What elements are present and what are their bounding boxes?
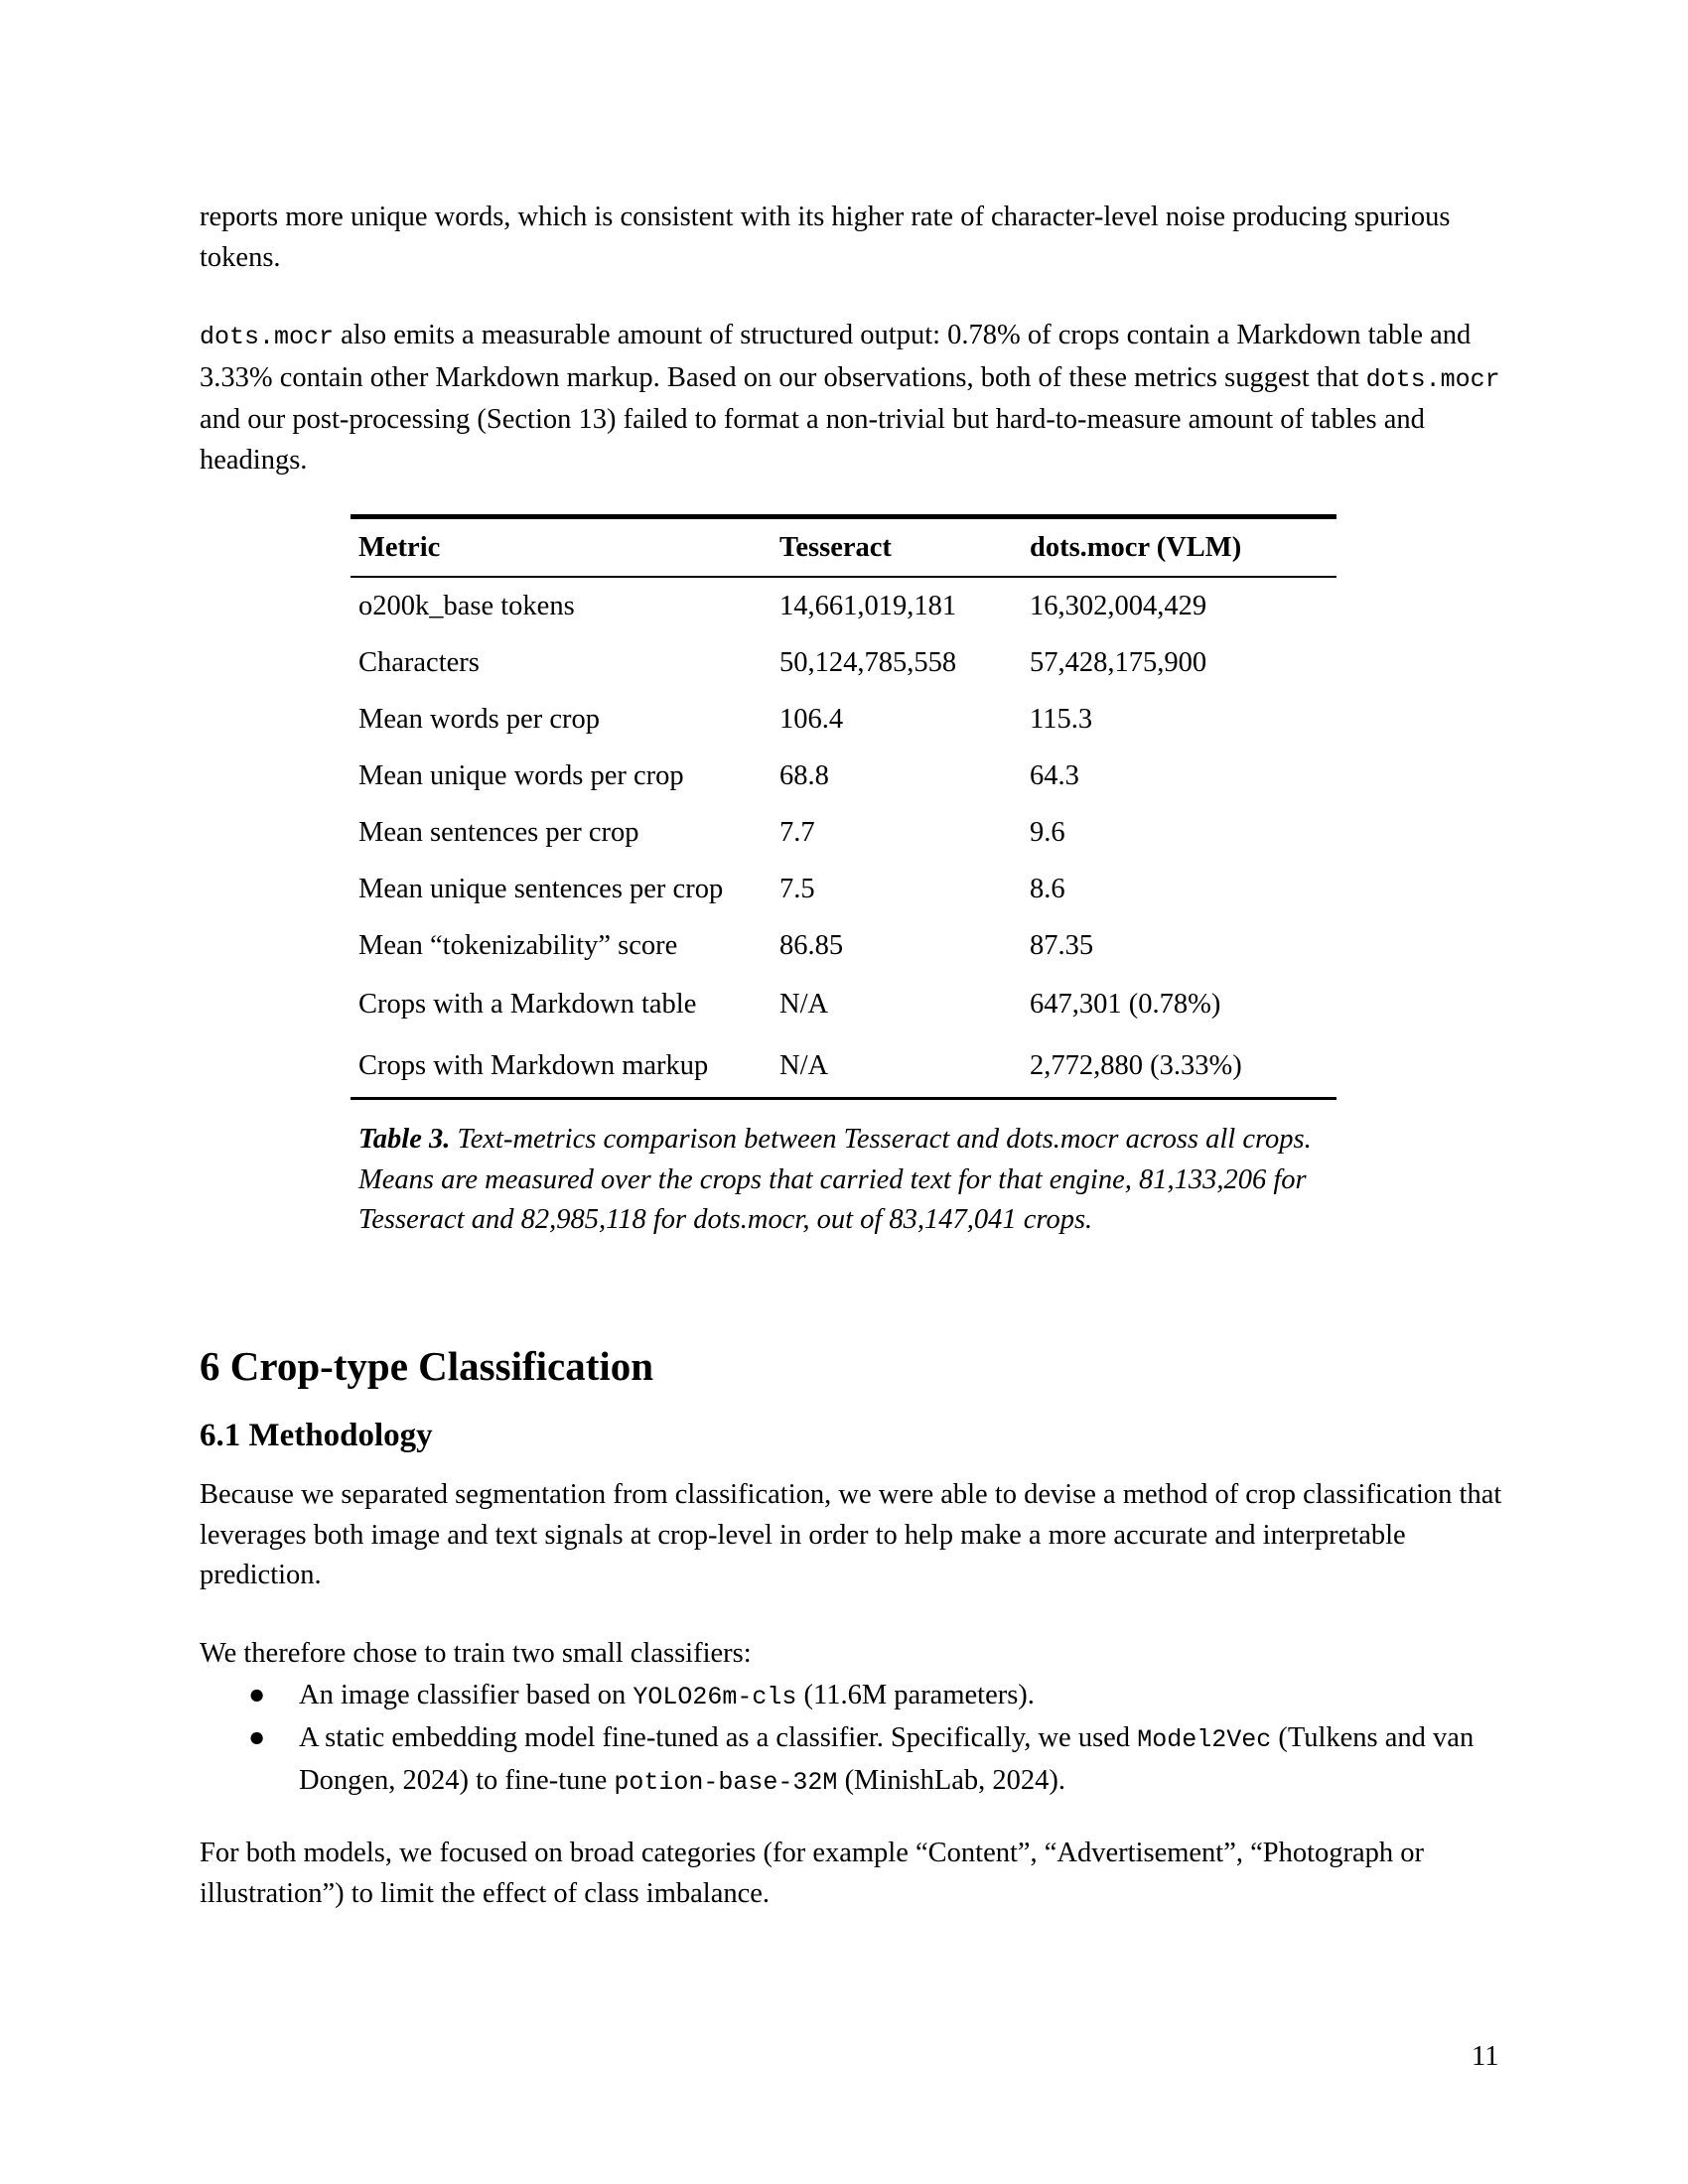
- table-cell: N/A: [772, 1035, 1022, 1099]
- text-run: An image classifier based on: [299, 1680, 633, 1710]
- table-cell: N/A: [779, 989, 829, 1020]
- section-heading: 6 Crop-type Classification: [200, 1343, 654, 1389]
- table-row: [351, 804, 1336, 861]
- column-header: dots.mocr (VLM): [1022, 517, 1336, 578]
- table-cell: 14,661,019,181: [779, 590, 957, 621]
- text-run: A static embedding model fine-tuned as a classifier. Specifically, we used: [299, 1722, 1138, 1753]
- classifier-list: [200, 1675, 1510, 1803]
- inline-code: Model2Vec: [1137, 1725, 1272, 1754]
- bullet-icon: ●: [248, 1722, 266, 1753]
- text-run: (MinishLab, 2024).: [837, 1765, 1065, 1796]
- table-cell: 8.6: [1030, 873, 1065, 904]
- table-row: [351, 634, 1336, 691]
- table-cell: 16,302,004,429: [1030, 590, 1207, 621]
- text-run: (11.6M parameters).: [796, 1680, 1035, 1710]
- table-cell: Mean words per crop: [358, 703, 600, 735]
- metrics-table: [351, 514, 1336, 1100]
- table-caption: [358, 1120, 1312, 1241]
- table-cell: Crops with a Markdown table: [358, 989, 697, 1020]
- intro-paragraph-2: [200, 316, 1510, 480]
- list-item: [200, 1717, 1510, 1803]
- table-cell: Mean unique sentences per crop: [358, 873, 724, 904]
- methodology-paragraph-2: We therefore chose to train two small classifiers:: [200, 1638, 752, 1669]
- table-cell: Characters: [358, 646, 480, 678]
- table-cell: 86.85: [779, 929, 844, 961]
- table-row: [351, 974, 1336, 1035]
- table-cell: 7.7: [779, 816, 815, 848]
- table-cell: 57,428,175,900: [1030, 646, 1207, 678]
- table-cell: 106.4: [779, 703, 844, 735]
- column-header: Tesseract: [772, 517, 1022, 578]
- inline-code: YOLO26m-cls: [633, 1683, 797, 1711]
- table-cell: Mean sentences per crop: [358, 816, 639, 848]
- table-row: [351, 861, 1336, 917]
- page-number: 11: [1472, 2041, 1499, 2072]
- table-row: [351, 577, 1336, 634]
- inline-code: dots.mocr: [1365, 364, 1500, 394]
- table-row: [351, 917, 1336, 974]
- table-cell: Mean unique words per crop: [358, 759, 684, 791]
- table-header-row: [351, 517, 1336, 578]
- inline-code: dots.mocr: [200, 323, 335, 351]
- table-row: [351, 1035, 1336, 1099]
- table-cell: 68.8: [779, 759, 829, 791]
- table-cell: 647,301 (0.78%): [1030, 989, 1221, 1020]
- subsection-heading: 6.1 Methodology: [200, 1418, 433, 1453]
- intro-paragraph-1: reports more unique words, which is consistent with its higher rate of character-level noise producing spurious tokens.: [200, 202, 1451, 273]
- caption-label: Table 3.: [358, 1124, 451, 1155]
- bullet-icon: ●: [248, 1680, 266, 1710]
- caption-text: Text-metrics comparison between Tesseract and dots.mocr across all crops. Means are measured over the crops that carried text for that engine, 81,133,206 for Tesseract and 82,985,118 for dots.mocr, out of 83,147,041 crops.: [358, 1124, 1312, 1235]
- table-row: [351, 691, 1336, 748]
- text-run: and our post-processing (Section 13) failed to format a non-trivial but hard-to-measure amount of tables and headings.: [200, 404, 1425, 476]
- text-run: (Tulkens and van Dongen, 2024) to fine-tune: [299, 1722, 1475, 1796]
- table-cell: 50,124,785,558: [779, 646, 957, 678]
- list-item: [200, 1675, 1510, 1717]
- table-cell: 87.35: [1030, 929, 1094, 961]
- table-cell: Crops with Markdown markup: [351, 1035, 772, 1099]
- methodology-paragraph-3: For both models, we focused on broad categories (for example “Content”, “Advertisement”, “Photograph or illustration”) to limit the effect of class imbalance.: [200, 1838, 1425, 1909]
- table-cell: 64.3: [1030, 759, 1079, 791]
- metrics-table-container: [351, 514, 1336, 1100]
- inline-code: potion-base-32M: [614, 1768, 838, 1797]
- text-run: also emits a measurable amount of structured output: 0.78% of crops contain a Markdown table and 3.33% contain other Markdown markup. Based on our observations, both of these metrics suggest that: [200, 320, 1472, 393]
- table-cell: 7.5: [779, 873, 815, 904]
- table-cell: Mean “tokenizability” score: [358, 929, 678, 961]
- table-row: [351, 748, 1336, 804]
- table-cell: 9.6: [1030, 816, 1065, 848]
- column-header: Metric: [351, 517, 772, 578]
- table-cell: o200k_base tokens: [358, 590, 575, 621]
- methodology-paragraph-1: Because we separated segmentation from classification, we were able to devise a method of crop classification that leverages both image and text signals at crop-level in order to help make a more accurate and interpretable prediction.: [200, 1479, 1502, 1590]
- table-cell: 2,772,880 (3.33%): [1022, 1035, 1336, 1099]
- table-cell: 115.3: [1030, 703, 1093, 735]
